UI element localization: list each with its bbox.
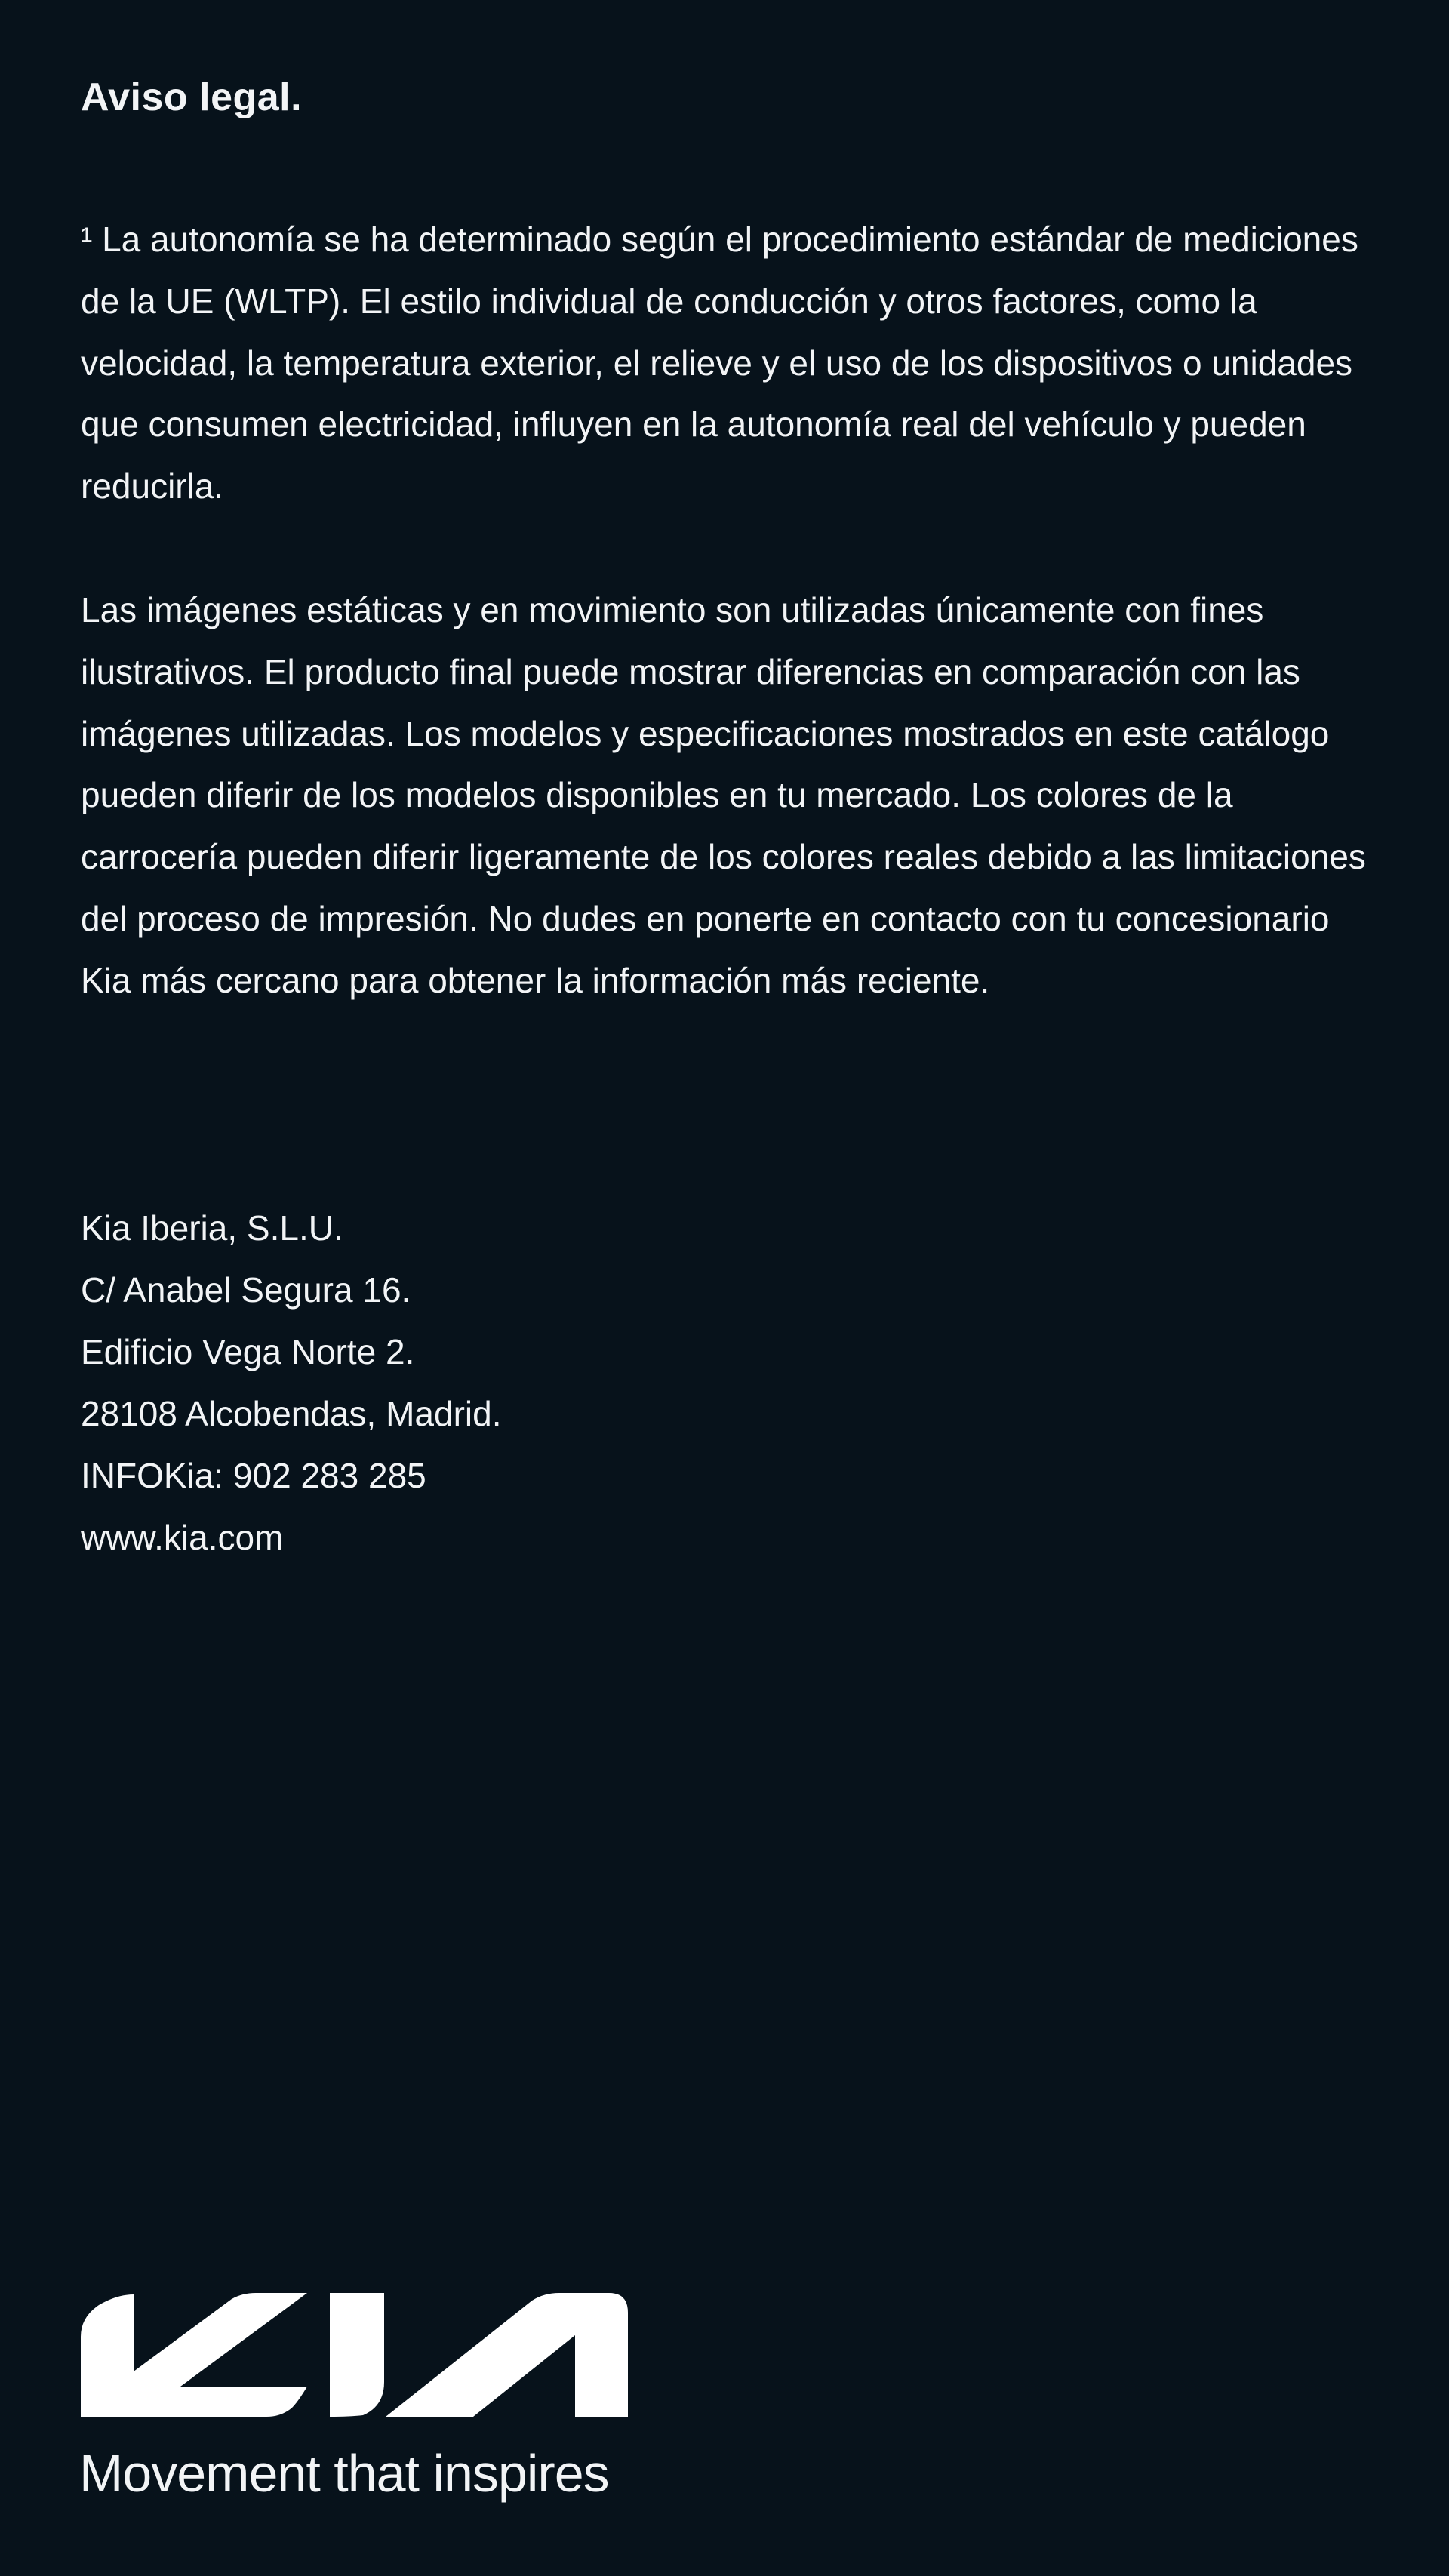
kia-logo-graphic [81,2287,628,2417]
page-title: Aviso legal. [81,75,303,119]
brand-tagline: Movement that inspires [79,2444,609,2503]
company-name: Kia Iberia, S.L.U. [81,1208,343,1248]
building-name: Edificio Vega Norte 2. [81,1332,415,1371]
legal-paragraph-autonomy: ¹ La autonomía se ha determinado según el procedimiento estándar de mediciones de la UE (WLTP). El estilo individual de conducción y otros factores, como la velocidad, la temperatura exterior, el relieve y el uso de los dispositivos o unidades que consumen electricidad, influyen en la autonomía real del vehículo y pueden reducirla. [81,220,1358,506]
company-address [81,1197,502,1568]
kia-logo-icon [81,2287,628,2417]
city-postal-code: 28108 Alcobendas, Madrid. [81,1394,502,1433]
phone-number: INFOKia: 902 283 285 [81,1456,426,1495]
legal-paragraph-images: Las imágenes estáticas y en movimiento son utilizadas únicamente con fines ilustrativos. El producto final puede mostrar diferencias en comparación con las imágenes utilizadas. Los modelos y especificaciones mostrados en este catálogo pueden diferir de los modelos disponibles en tu mercado. Los colores de la carrocería pueden diferir ligeramente de los colores reales debido a las limitaciones del proceso de impresión. No dudes en ponerte en contacto con tu concesionario Kia más cercano para obtener la información más reciente. [81,590,1366,1000]
website-link[interactable]: www.kia.com [81,1518,284,1557]
street-address: C/ Anabel Segura 16. [81,1270,411,1310]
